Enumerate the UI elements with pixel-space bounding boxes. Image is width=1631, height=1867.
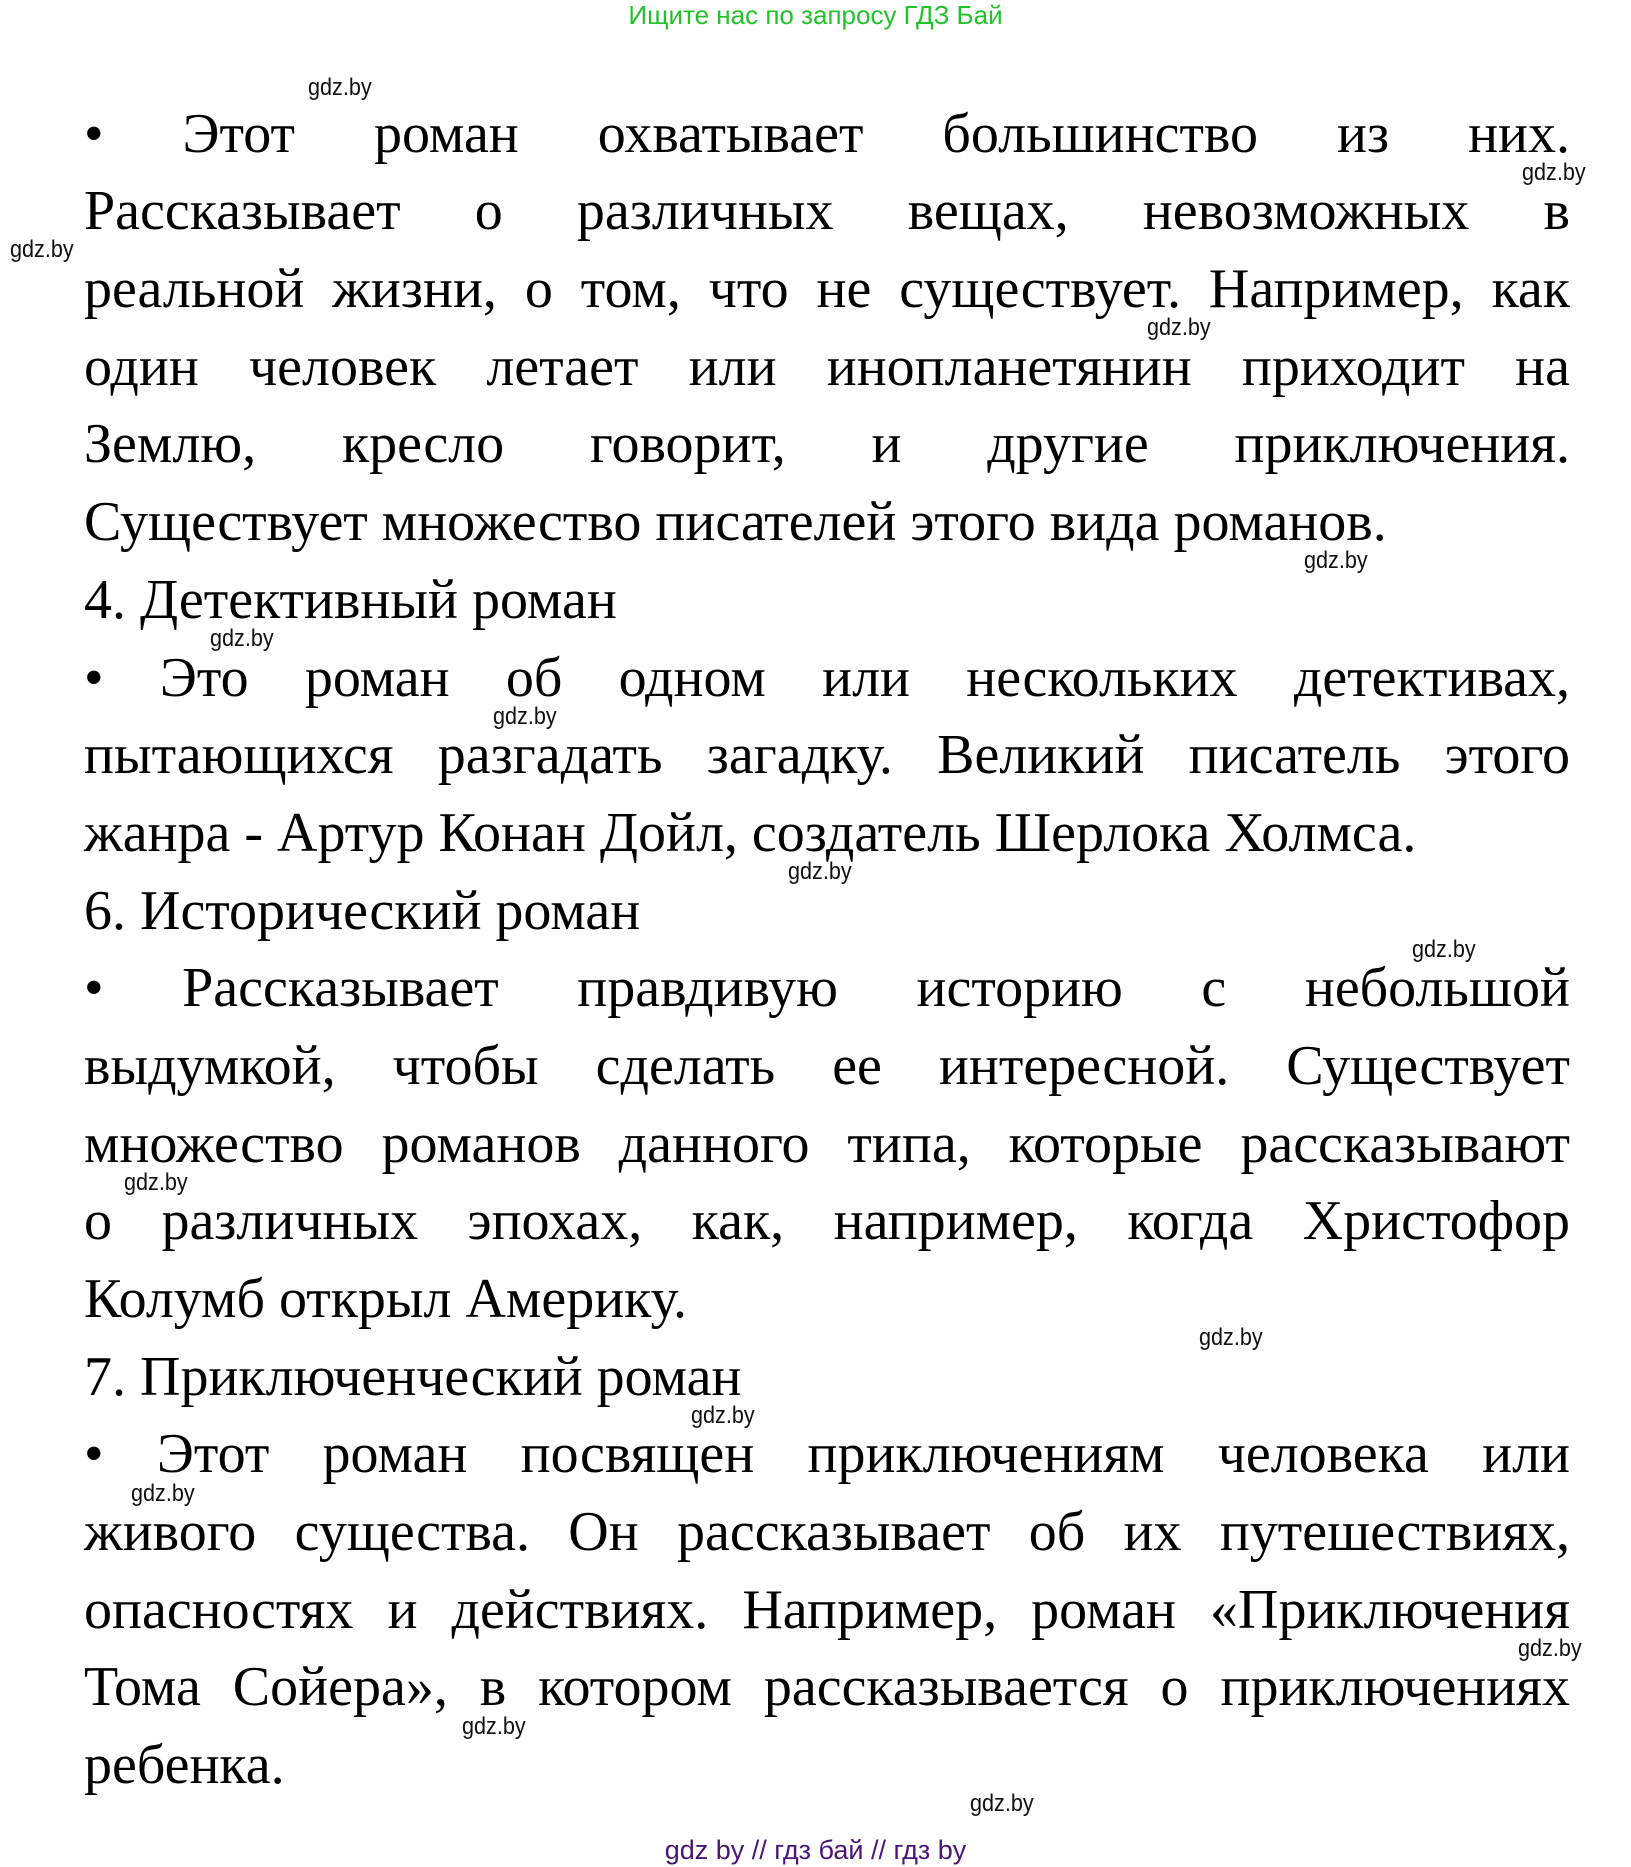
document-body [84, 102, 1570, 1818]
text-line: Тома Сойера», в котором рассказывается о приключениях [84, 1656, 1570, 1719]
text-line: 7. Приключенческий роман [84, 1345, 742, 1408]
text-line: живого существа. Он рассказывает об их путешествиях, [84, 1501, 1570, 1564]
text-line: жанра - Артур Конан Дойл, создатель Шерлока Холмса. [84, 801, 1417, 864]
watermark: gdz.by [462, 1712, 526, 1740]
text-line: • Этот роман охватывает большинство из них. [84, 102, 1570, 165]
watermark: gdz.by [1412, 935, 1476, 963]
watermark: gdz.by [1522, 158, 1586, 186]
text-line: Рассказывает о различных вещах, невозможных в [84, 180, 1570, 243]
text-line: о различных эпохах, как, например, когда Христофор [84, 1190, 1570, 1253]
text-line: • Это роман об одном или нескольких детективах, [84, 646, 1570, 709]
site-footer: gdz by // гдз бай // гдз by [664, 1835, 967, 1865]
watermark: gdz.by [691, 1401, 755, 1429]
text-line: Колумб открыл Америку. [84, 1268, 687, 1330]
text-line: 4. Детективный роман [84, 568, 617, 631]
watermark: gdz.by [131, 1479, 195, 1507]
text-line: 6. Исторический роман [84, 879, 641, 942]
watermark: gdz.by [210, 624, 274, 652]
watermark: gdz.by [1147, 314, 1211, 341]
watermark: gdz.by [970, 1790, 1034, 1818]
text-line: выдумкой, чтобы сделать ее интересной. Существует [84, 1034, 1570, 1097]
watermark: gdz.by [1304, 547, 1368, 575]
watermark: gdz.by [10, 236, 74, 264]
text-line: Землю, кресло говорит, и другие приключения. [84, 413, 1570, 476]
text-line: множество романов данного типа, которые рассказывают [84, 1112, 1570, 1175]
text-line: • Этот роман посвящен приключениям человека или [84, 1423, 1570, 1486]
text-line: опасностях и действиях. Например, роман «Приключения [84, 1578, 1570, 1641]
text-line: пытающихся разгадать загадку. Великий писатель этого [84, 724, 1570, 787]
text-line: реальной жизни, о том, что не существует. Например, как [84, 258, 1570, 321]
watermark: gdz.by [1518, 1634, 1582, 1662]
text-line: Существует множество писателей этого вида романов. [84, 491, 1387, 554]
site-banner: Ищите нас по запросу ГДЗ Бай [628, 0, 1003, 30]
watermark: gdz.by [308, 74, 372, 101]
text-line: один человек летает или инопланетянин приходит на [84, 335, 1570, 398]
text-line: • Рассказывает правдивую историю с небольшой [84, 957, 1570, 1020]
watermark: gdz.by [788, 857, 852, 885]
watermark: gdz.by [493, 702, 557, 730]
text-line: ребенка. [84, 1734, 285, 1797]
watermark: gdz.by [1199, 1324, 1263, 1352]
watermark: gdz.by [124, 1168, 188, 1196]
